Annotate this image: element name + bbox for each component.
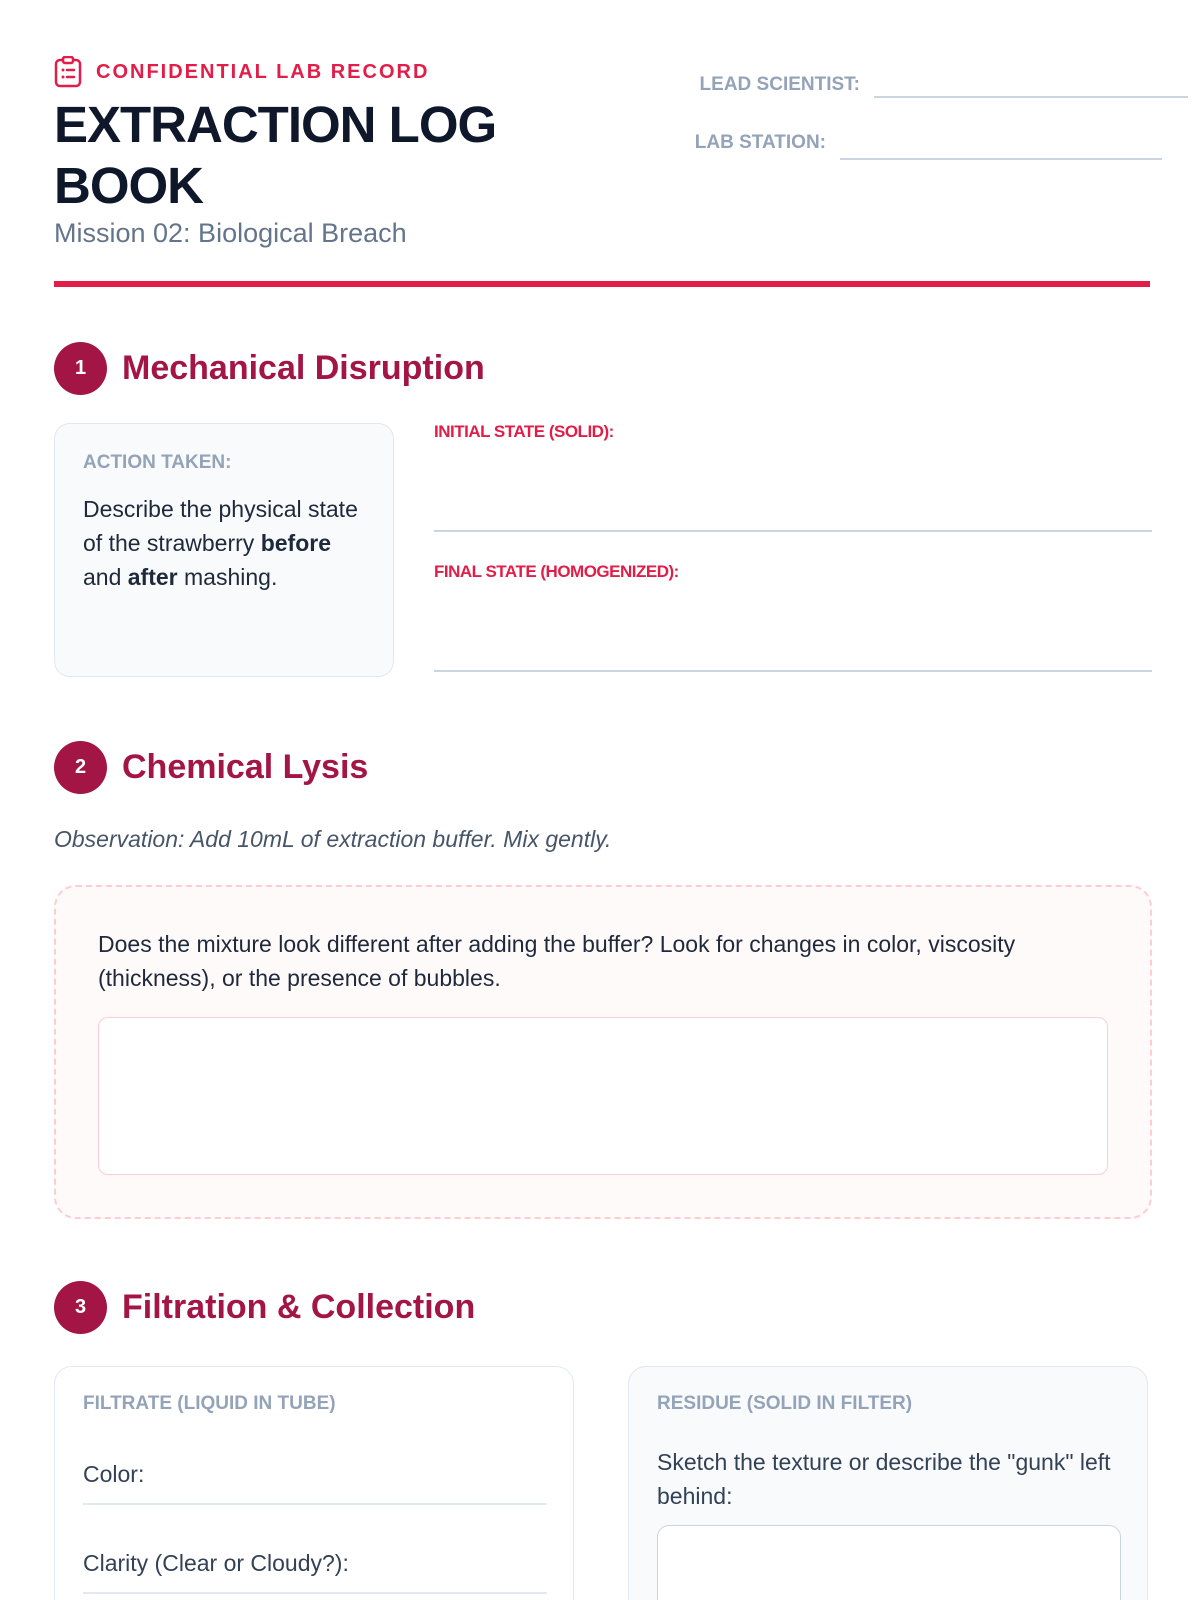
lysis-prompt: Does the mixture look different after adding the buffer? Look for changes in color, viscosity (thickness), or the presence of bubbles. bbox=[98, 931, 1016, 991]
lab-station-field bbox=[654, 122, 1162, 160]
clipboard-icon bbox=[54, 56, 82, 88]
page-title: EXTRACTION LOG BOOK bbox=[54, 96, 497, 214]
filtrate-label: FILTRATE (LIQUID IN TUBE) bbox=[83, 1393, 336, 1414]
final-state-label: FINAL STATE (HOMOGENIZED): bbox=[434, 562, 679, 581]
lab-station-label: LAB STATION: bbox=[694, 132, 826, 153]
lysis-answer-input[interactable] bbox=[98, 1017, 1108, 1175]
header bbox=[54, 52, 1148, 288]
initial-state-field bbox=[434, 422, 1152, 534]
action-taken-card bbox=[54, 423, 394, 677]
page-subtitle: Mission 02: Biological Breach bbox=[54, 218, 407, 248]
section-2-header bbox=[54, 741, 368, 794]
section-1-badge: 1 bbox=[54, 342, 107, 395]
lead-scientist-label: LEAD SCIENTIST: bbox=[699, 74, 860, 95]
section-3-badge: 3 bbox=[54, 1281, 107, 1334]
color-input[interactable] bbox=[83, 1503, 547, 1505]
section-2-title: Chemical Lysis bbox=[122, 748, 369, 786]
lead-scientist-field bbox=[694, 52, 1188, 98]
clarity-label: Clarity (Clear or Cloudy?): bbox=[83, 1550, 349, 1576]
confidential-banner bbox=[54, 56, 429, 88]
action-taken-text: Describe the physical state of the strawberry before and after mashing. bbox=[83, 496, 358, 590]
section-3-title: Filtration & Collection bbox=[122, 1288, 476, 1326]
lysis-observation-box bbox=[54, 885, 1152, 1219]
lead-scientist-input[interactable] bbox=[874, 52, 1188, 98]
filtrate-card bbox=[54, 1366, 574, 1600]
section-3-header bbox=[54, 1281, 475, 1334]
initial-state-label: INITIAL STATE (SOLID): bbox=[434, 422, 614, 441]
section-1-title: Mechanical Disruption bbox=[122, 349, 485, 387]
final-state-input[interactable] bbox=[434, 670, 1152, 672]
clarity-input[interactable] bbox=[83, 1592, 547, 1594]
lab-station-input[interactable] bbox=[840, 122, 1162, 160]
action-taken-label: ACTION TAKEN: bbox=[83, 452, 232, 473]
residue-sketch-area[interactable] bbox=[657, 1525, 1121, 1600]
residue-label: RESIDUE (SOLID IN FILTER) bbox=[657, 1393, 913, 1414]
residue-prompt: Sketch the texture or describe the "gunk" left behind: bbox=[657, 1449, 1111, 1509]
confidential-label: CONFIDENTIAL LAB RECORD bbox=[96, 60, 430, 83]
section-1-header bbox=[54, 342, 485, 395]
section-2-badge: 2 bbox=[54, 741, 107, 794]
residue-card bbox=[628, 1366, 1148, 1600]
observation-note: Observation: Add 10mL of extraction buffer. Mix gently. bbox=[54, 826, 612, 852]
initial-state-input[interactable] bbox=[434, 530, 1152, 532]
final-state-field bbox=[434, 562, 1152, 674]
header-divider bbox=[54, 281, 1150, 287]
color-label: Color: bbox=[83, 1461, 145, 1487]
